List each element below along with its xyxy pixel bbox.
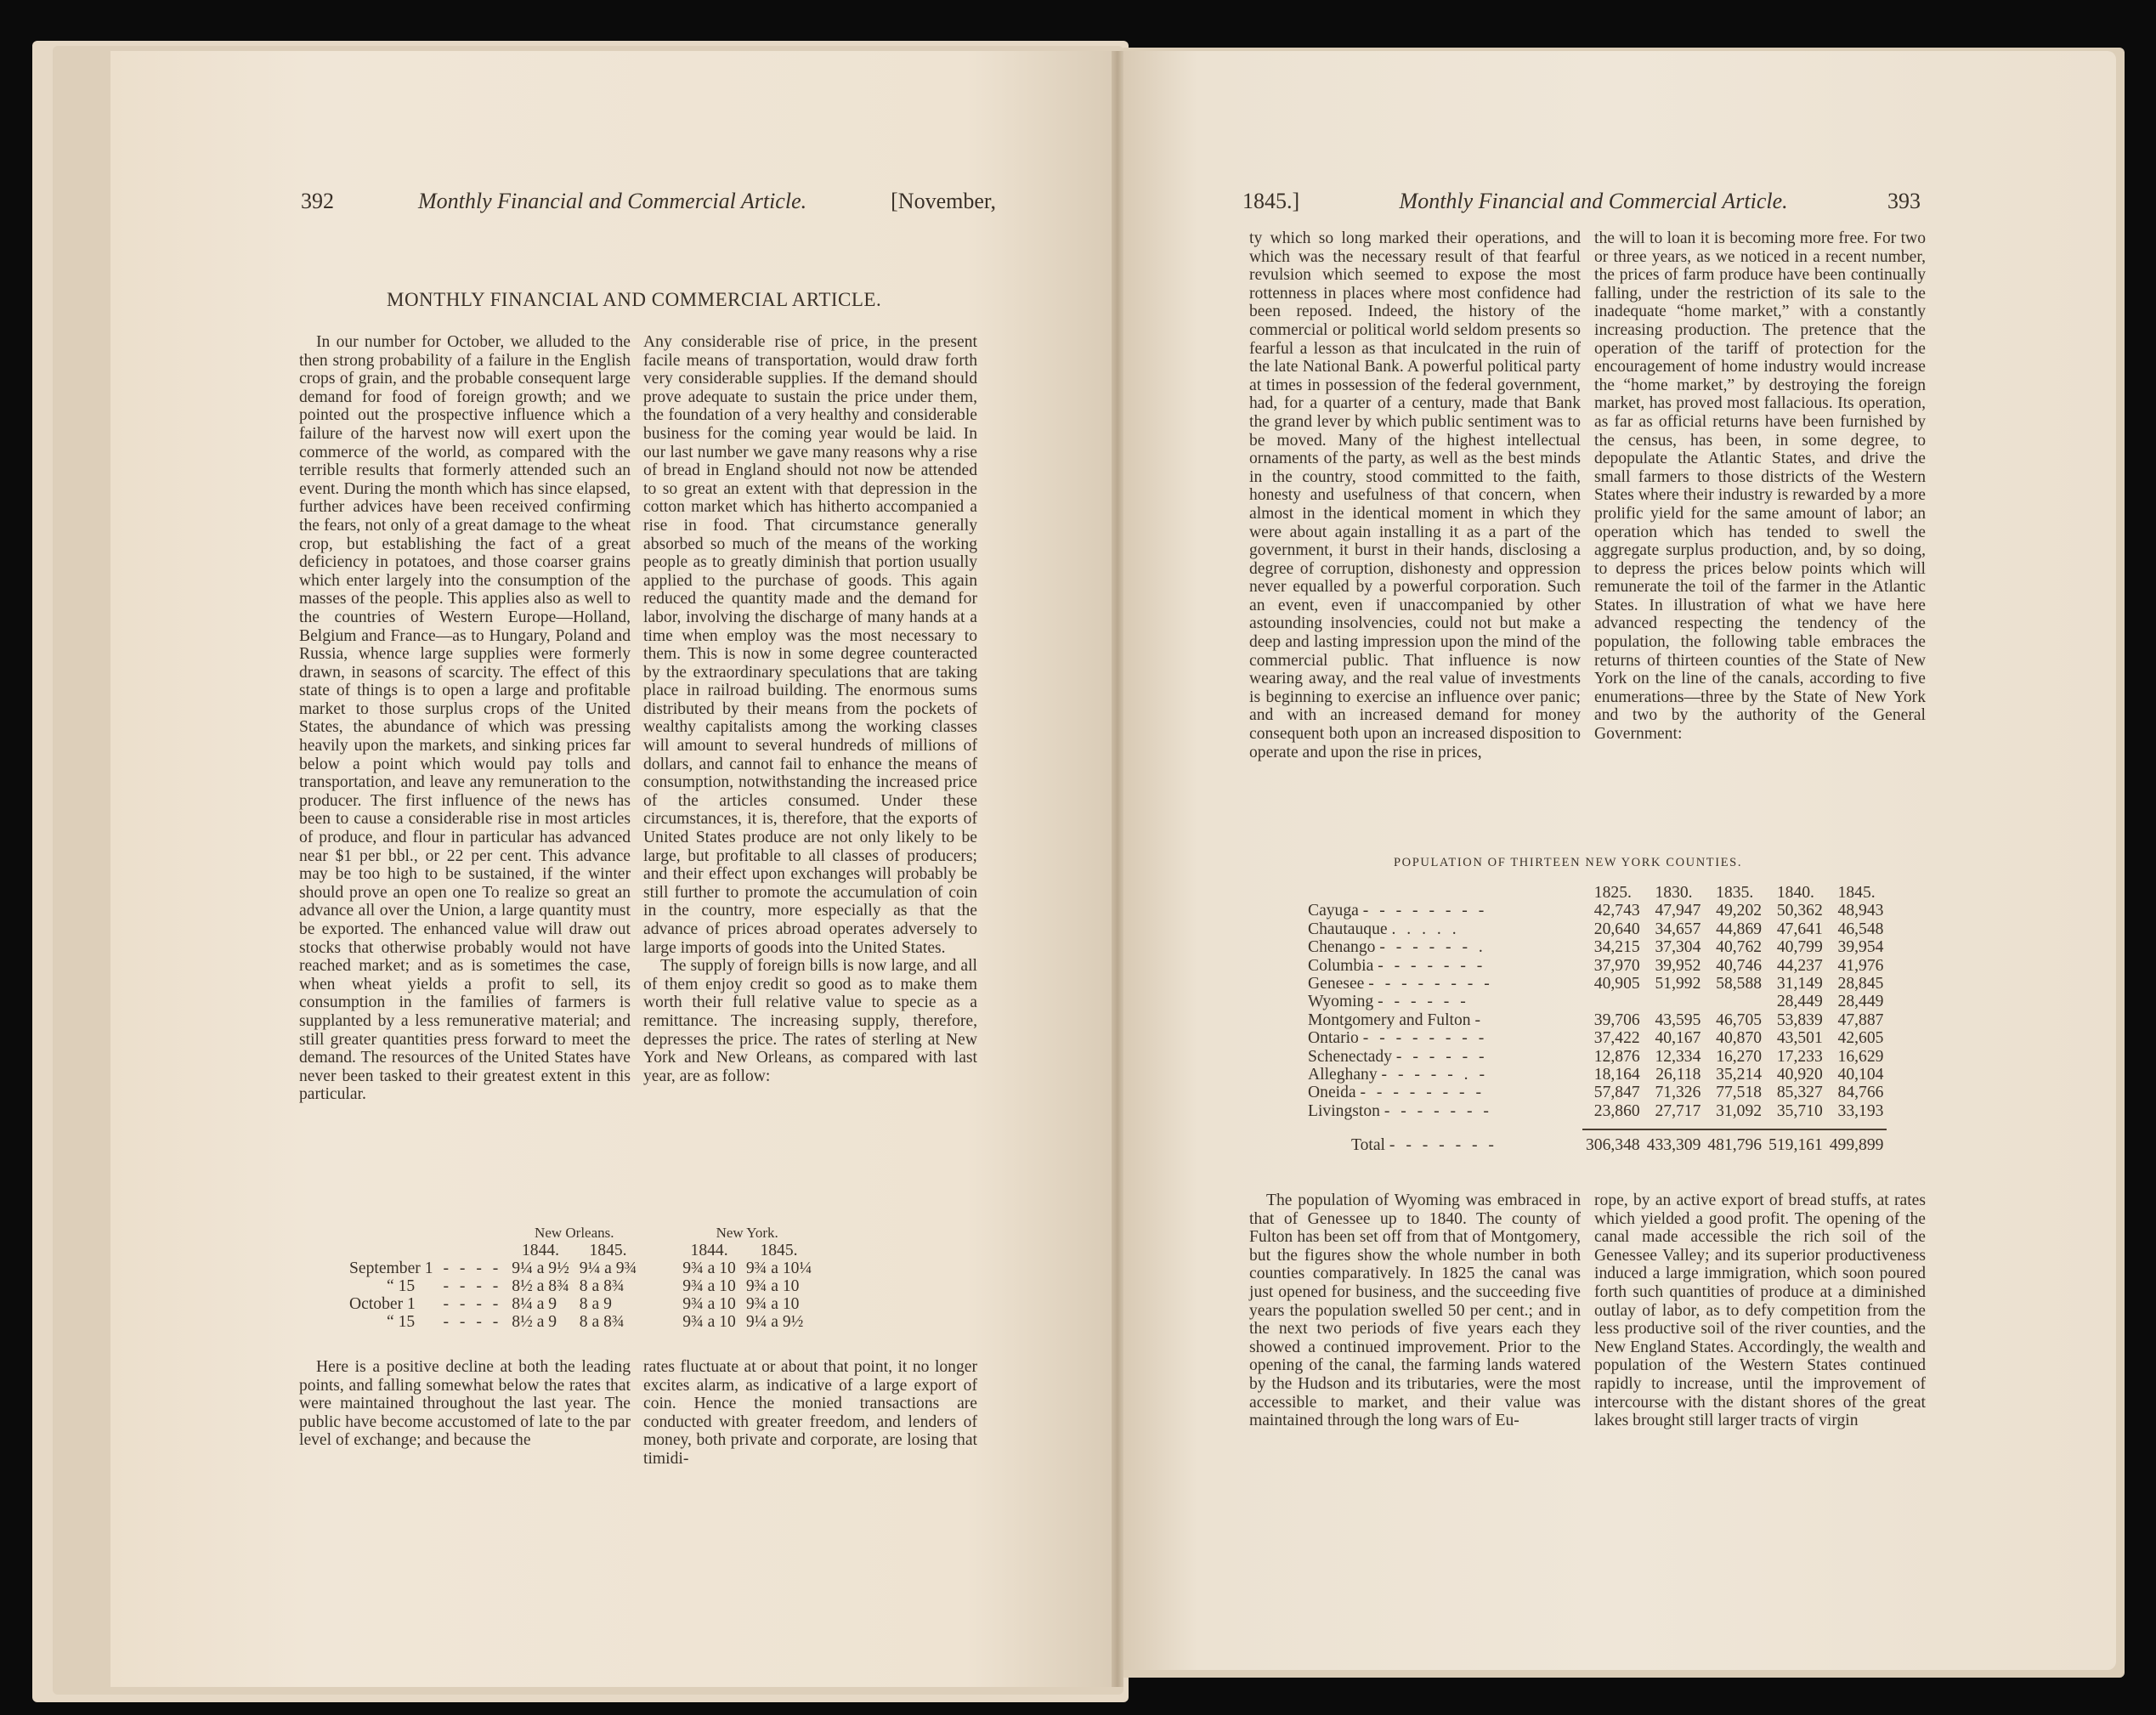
rate-cell: 8 a 9 (579, 1295, 612, 1313)
date-cell: October 1 (349, 1295, 416, 1313)
header-new-york: New York. (716, 1225, 778, 1241)
rate-cell: 8½ a 9 (512, 1313, 557, 1331)
population-table-title: POPULATION OF THIRTEEN NEW YORK COUNTIES. (1394, 856, 1743, 869)
county-name: Chautauque (1308, 920, 1388, 938)
left-running-head (301, 189, 996, 214)
running-title-left: Monthly Financial and Commercial Article. (418, 189, 807, 213)
county-name: Montgomery and Fulton (1308, 1010, 1471, 1029)
population-cell: 71,326 (1655, 1084, 1701, 1102)
rate-cell: 9¼ a 9¾ (579, 1259, 637, 1277)
paragraph: In our number for October, we alluded to the then strong probability of a failure in the English crops of grain, and the probable consequent large demand for food of foreign growth; and we pointed out the prospective influence which a failure of the harvest now will exert upon the commerce of the world, as compared with the terrible results that formerly attended such an event. During the month which has since elapsed, further advices have been received confirming the fears, not only of a great damage to the wheat crop, but establishing the fact of a great deficiency in potatoes, and those coarser grains which enter largely into the consumption of the masses of the people. This applies also as well to the countries of Western Europe—Holland, Belgium and France—as to Hungary, Poland and Russia, whence large supplies were formerly drawn, in seasons of scarcity. The effect of this state of things is to open a large and profitable market to those surplus crops of the United States, the abundance of which was pressing heavily upon the markets, and sinking prices far below a point which would pay tolls and transportation, and leave any remuneration to the producer. The first influence of the news has been to cause a considerable rise in most articles of produce, and flour in particular has advanced near $1 per bbl., or 22 per cent. This advance may be too high to be sustained, if the winter should prove an open one To realize so great an advance all over the Union, a large quantity must be exported. The enhanced value will draw out stocks that otherwise probably would not have reached market; and as is sometimes the case, when wheat yields a profit to sell, its consumption in the families of farmers is supplanted by a less remunerative material; and still greater quantities press forward to meet the demand. The resources of the United States have never been tasked to their greatest extent in this particular. (299, 333, 631, 1104)
date-cell: “ 15 (387, 1277, 416, 1295)
population-cell: 40,799 (1776, 938, 1823, 957)
population-cell: 40,870 (1716, 1029, 1763, 1048)
rate-cell: 9¾ a 10¼ (745, 1259, 812, 1277)
leader-dots: - - - - - . - (1381, 1066, 1488, 1084)
table-row (1304, 1102, 1887, 1120)
county-name: Livingston (1308, 1101, 1380, 1120)
table-row (1304, 1066, 1887, 1084)
paragraph: Here is a positive decline at both the leading points, and falling somewhat below the rates that were maintained throughout the last year. The public have become accustomed of late to the par level of exchange; and because the (299, 1358, 631, 1450)
paragraph: Any considerable rise of price, in the present facile means of transportation, would draw forth very considerable supplies. If the demand should prove adequate to sustain the price under them, the foundation of a very healthy and considerable business for the coming year would be laid. In our last number we gave many reasons why a rise of bread in England should not now be attended to so great an extent with that depression in the cotton market which has hitherto accompanied a rise in food. That circumstance generally absorbed so much of the means of the working people as to greatly diminish that portion usually applied to the purchase of goods. This again reduced the quantity made and the demand for labor, involving the discharge of many hands at a time when employ was the most necessary to them. This is now in some degree counteracted by the extraordinary speculations that are taking place in railroad building. The enormous sums distributed by their means from the pockets of wealthy capitalists among the working classes will amount to several hundreds of millions of dollars, and cannot fail to enhance the means of consumption, notwithstanding the increased price of the articles consumed. Under these circumstances, it is, therefore, that the exports of United States produce are not only likely to be large, but profitable to all classes of producers; and their effect upon exchanges will probably be still further to promote the accumulation of coin in the country, more especially as that the advance of prices abroad operates adversely to large imports of goods into the United States. (643, 333, 977, 957)
paragraph: The population of Wyoming was embraced in that of Genessee up to 1840. The county of Fulton has been set off from that of Montgomery, but the figures show the whole number in both counties comparatively. In 1825 the canal was just opened for business, and the succeeding five years the population swelled 50 per cent.; and in the next two periods of five years each they showed a continued improvement. Prior to the opening of the canal, the farming lands watered by the Hudson and its tributaries, were the most accessible to market, and their value was maintained through the long wars of Eu- (1249, 1191, 1581, 1430)
population-cell (1582, 993, 1644, 1010)
population-cell: 58,588 (1716, 975, 1763, 993)
population-cell: 20,640 (1593, 920, 1640, 938)
total-cell: 306,348 (1586, 1136, 1640, 1155)
population-cell: 34,657 (1655, 920, 1701, 938)
rate-cell: 9¾ a 10 (745, 1277, 800, 1295)
table-row (1304, 1084, 1887, 1101)
total-cell: 433,309 (1646, 1136, 1701, 1155)
population-cell: 40,905 (1593, 975, 1640, 993)
year-header: 1845. (1837, 884, 1876, 902)
population-cell: 40,104 (1837, 1066, 1884, 1084)
population-cell: 39,706 (1593, 1010, 1640, 1029)
rate-cell: 8¼ a 9 (512, 1295, 557, 1313)
population-cell: 57,847 (1593, 1084, 1640, 1102)
population-cell (1704, 993, 1765, 1010)
leader-dots: - - - - (443, 1259, 502, 1277)
left-col-1 (299, 333, 631, 1104)
rate-cell: 9¼ a 9½ (745, 1313, 804, 1331)
leader-dots: - - - - - - (1395, 1047, 1488, 1066)
year-header: 1845. (760, 1242, 798, 1259)
right-bottom-col-2 (1594, 1191, 1926, 1430)
table-row (344, 1313, 817, 1331)
rate-cell: 8 a 8¾ (579, 1277, 625, 1295)
year-header: 1844. (521, 1242, 560, 1259)
paragraph: the will to loan it is becoming more free. For two or three years, as we noticed in a recent number, the prices of farm produce have been continually falling, under the restriction of its sale to the inadequate “home market,” with a constantly increasing production. The pretence that the operation of the tariff of protection for the encouragement of home industry would increase the “home market,” by destroying the foreign market, has proved most fallacious. Its operation, as far as official returns have been furnished by the census, has been, in some degree, to depopulate the Atlantic States, and drive the small farmers to those districts of the Western States where their industry is rewarded by a more prolific yield for the same amount of labor; an operation which has tended to swell the aggregate surplus production, and, by so doing, to depress the prices below points which will remunerate the toil of the farmer in the Atlantic States. In illustration of what we have here advanced respecting the tendency of the population, the following table embraces the returns of thirteen counties of the State of New York on the line of the canals, according to five enumerations—three by the State of New York and two by the authority of the General Government: (1594, 229, 1926, 744)
paragraph: rates fluctuate at or about that point, it no longer excites alarm, as indicative of a large export of coin. Hence the monied transactions are conducted with greater freedom, and lenders of money, both private and corporate, are losing that timidi- (643, 1358, 977, 1468)
paragraph: The supply of foreign bills is now large, and all of them enjoy credit so good as to make them worth their full relative value to specie as a remittance. The increasing supply, therefore, depresses the price. The rates of sterling at New York and New Orleans, as compared with last year, are as follow: (643, 957, 977, 1085)
rate-cell: 9¾ a 10 (682, 1277, 736, 1295)
population-cell: 37,970 (1593, 956, 1640, 975)
table-row (1304, 957, 1887, 975)
total-cell: 481,796 (1707, 1136, 1763, 1155)
population-cell: 33,193 (1837, 1101, 1884, 1120)
left-bottom-col-1 (299, 1358, 631, 1450)
rate-cell: 9¾ a 10 (682, 1259, 736, 1277)
population-cell: 48,943 (1837, 902, 1884, 920)
population-cell: 12,876 (1593, 1047, 1640, 1066)
running-year: 1845.] (1242, 189, 1300, 213)
population-cell: 43,595 (1655, 1010, 1701, 1029)
population-cell: 49,202 (1716, 902, 1763, 920)
article-title: MONTHLY FINANCIAL AND COMMERCIAL ARTICLE. (387, 289, 882, 310)
leader-dots: - - - - (443, 1295, 502, 1313)
population-cell: 35,214 (1716, 1066, 1763, 1084)
leader-dots: - - - - - - . (1379, 938, 1486, 957)
population-cell (1644, 993, 1705, 1010)
year-header: 1840. (1776, 884, 1814, 902)
rate-cell: 9¼ a 9½ (512, 1259, 569, 1277)
county-name: Genesee (1308, 975, 1365, 993)
rate-cell: 8 a 8¾ (579, 1313, 625, 1331)
population-cell: 40,920 (1776, 1066, 1823, 1084)
population-cell: 28,449 (1837, 993, 1884, 1011)
population-cell: 31,149 (1776, 975, 1823, 993)
rate-cell: 9¾ a 10 (745, 1295, 800, 1313)
population-cell: 47,641 (1776, 920, 1823, 938)
table-row (1304, 920, 1887, 938)
population-cell: 37,422 (1593, 1029, 1640, 1048)
population-cell: 37,304 (1655, 938, 1701, 957)
right-running-head (1242, 189, 1921, 214)
population-cell: 46,705 (1716, 1010, 1763, 1029)
table-row (1304, 1048, 1887, 1066)
total-cell: 499,899 (1829, 1136, 1884, 1155)
population-cell: 44,237 (1776, 956, 1823, 975)
population-cell: 31,092 (1716, 1101, 1763, 1120)
population-cell: 16,270 (1716, 1047, 1763, 1066)
population-cell: 16,629 (1837, 1047, 1884, 1066)
leader-dots: - - - - (443, 1313, 502, 1331)
leader-dots: - - - - - - - - (1362, 1029, 1488, 1048)
table-row (344, 1295, 817, 1313)
leader-dots: - - - - (443, 1277, 502, 1295)
population-cell: 53,839 (1776, 1010, 1823, 1029)
book-spine (1112, 51, 1123, 1687)
population-cell: 47,947 (1655, 902, 1701, 920)
population-cell: 50,362 (1776, 902, 1823, 920)
population-cell: 84,766 (1837, 1084, 1884, 1102)
population-cell: 47,887 (1837, 1010, 1884, 1029)
left-col-2 (643, 333, 977, 1085)
leader-dots: - - - - - - - - (1360, 1084, 1485, 1102)
county-name: Schenectady (1308, 1047, 1393, 1066)
table-row (344, 1259, 817, 1277)
leader-dots: - (1474, 1010, 1485, 1029)
year-header: 1835. (1716, 884, 1754, 902)
county-name: Chenango (1308, 938, 1376, 957)
leader-dots: . . . . . (1391, 920, 1460, 938)
population-cell: 23,860 (1593, 1101, 1640, 1120)
leader-dots: - - - - - - - (1378, 956, 1486, 975)
population-cell: 44,869 (1716, 920, 1763, 938)
population-cell: 28,845 (1837, 975, 1884, 993)
leader-dots: - - - - - - - - (1362, 902, 1488, 920)
left-bottom-col-2 (643, 1358, 977, 1469)
county-name: Cayuga (1308, 902, 1359, 920)
table-row (344, 1277, 817, 1295)
year-header: 1845. (589, 1242, 627, 1259)
table-row (1304, 975, 1887, 993)
total-cell: 519,161 (1768, 1136, 1823, 1155)
page-number-left: 392 (301, 189, 334, 213)
population-cell: 39,954 (1837, 938, 1884, 957)
right-bottom-col-1 (1249, 1191, 1581, 1430)
year-header: 1830. (1655, 884, 1693, 902)
leader-dots: - - - - - - (1378, 993, 1469, 1011)
county-name: Wyoming (1308, 993, 1374, 1011)
population-cell: 34,215 (1593, 938, 1640, 957)
table-row (1304, 1011, 1887, 1029)
county-name: Oneida (1308, 1084, 1356, 1102)
date-cell: September 1 (349, 1259, 433, 1277)
rate-cell: 9¾ a 10 (682, 1295, 736, 1313)
leader-dots: - - - - - - - - (1368, 975, 1493, 993)
rate-cell: 9¾ a 10 (682, 1313, 736, 1331)
population-cell: 40,762 (1716, 938, 1763, 957)
population-cell: 85,327 (1776, 1084, 1823, 1102)
population-cell: 46,548 (1837, 920, 1884, 938)
table-row (1304, 902, 1887, 920)
year-header: 1825. (1593, 884, 1632, 902)
total-row (1304, 1136, 1887, 1154)
population-cell: 42,605 (1837, 1029, 1884, 1048)
population-cell: 39,952 (1655, 956, 1701, 975)
population-cell: 26,118 (1655, 1066, 1701, 1084)
right-col-1 (1249, 229, 1581, 761)
population-cell: 51,992 (1655, 975, 1701, 993)
population-cell: 12,334 (1655, 1047, 1701, 1066)
year-header: 1844. (690, 1242, 728, 1259)
population-cell: 28,449 (1776, 993, 1823, 1011)
population-cell: 77,518 (1716, 1084, 1763, 1102)
population-cell: 17,233 (1776, 1047, 1823, 1066)
population-cell: 43,501 (1776, 1029, 1823, 1048)
running-month: [November, (891, 189, 996, 213)
county-name: Alleghany (1308, 1066, 1378, 1084)
leader-dots: - - - - - - - (1389, 1136, 1497, 1155)
table-row (1304, 938, 1887, 956)
population-table (1304, 884, 1887, 1155)
leader-dots: - - - - - - - (1384, 1101, 1492, 1120)
running-title-right: Monthly Financial and Commercial Article. (1399, 189, 1788, 213)
population-cell: 40,167 (1655, 1029, 1701, 1048)
county-name: Columbia (1308, 956, 1374, 975)
county-name: Ontario (1308, 1029, 1359, 1048)
population-cell: 40,746 (1716, 956, 1763, 975)
header-new-orleans: New Orleans. (535, 1225, 614, 1241)
population-cell: 18,164 (1593, 1066, 1640, 1084)
page-number-right: 393 (1887, 189, 1921, 213)
paragraph: rope, by an active export of bread stuffs, at rates which yielded a good profit. The opening of the canal made accessible the rich soil of the Genessee Valley; and its superior productiveness induced a large immigration, which soon poured forth such quantities of produce at a diminished outlay of labor, as to defy competition from the less productive soil of the river counties, and the New England States. Accordingly, the wealth and population of the Western States continued rapidly to increase, until the improvement of intercourse with the distant shores of the great lakes brought still larger tracts of virgin (1594, 1191, 1926, 1430)
population-cell: 35,710 (1776, 1101, 1823, 1120)
population-cell: 41,976 (1837, 956, 1884, 975)
table-row (1304, 993, 1887, 1010)
date-cell: “ 15 (387, 1313, 416, 1331)
rate-cell: 8½ a 8¾ (512, 1277, 569, 1295)
right-col-2 (1594, 229, 1926, 744)
sterling-rates-table (344, 1224, 817, 1331)
paragraph: ty which so long marked their operations, and which was the necessary result of that fearful revulsion which seemed to expose the most rottenness in places where most confidence had been reposed. Indeed, the history of the commercial or political world seldom presents so fearful a lesson as that inculcated in the ruin of the late National Bank. A powerful political party at times in possession of the federal government, had, for a quarter of a century, made that Bank the grand lever by which public sentiment was to be moved. Many of the highest intellectual ornaments of the party, as well as the best minds in the country, stood committed to the faith, honesty and usefulness of that concern, when almost in the identical moment in which they were about again installing it as a part of the government, it burst in their hands, disclosing a degree of corruption, dishonesty and oppression never equalled by a powerful corporation. Such an event, even if unaccompanied by other astounding insolvencies, could not but make a deep and lasting impression upon the mind of the commercial public. That influence is now wearing away, and the real value of investments is beginning to exercise an influence over panic; and with an increased demand for money consequent both upon an increased disposition to operate and upon the rise in prices, (1249, 229, 1581, 761)
total-label: Total (1351, 1136, 1385, 1155)
population-cell: 27,717 (1655, 1101, 1701, 1120)
population-cell: 42,743 (1593, 902, 1640, 920)
table-row (1304, 1029, 1887, 1047)
